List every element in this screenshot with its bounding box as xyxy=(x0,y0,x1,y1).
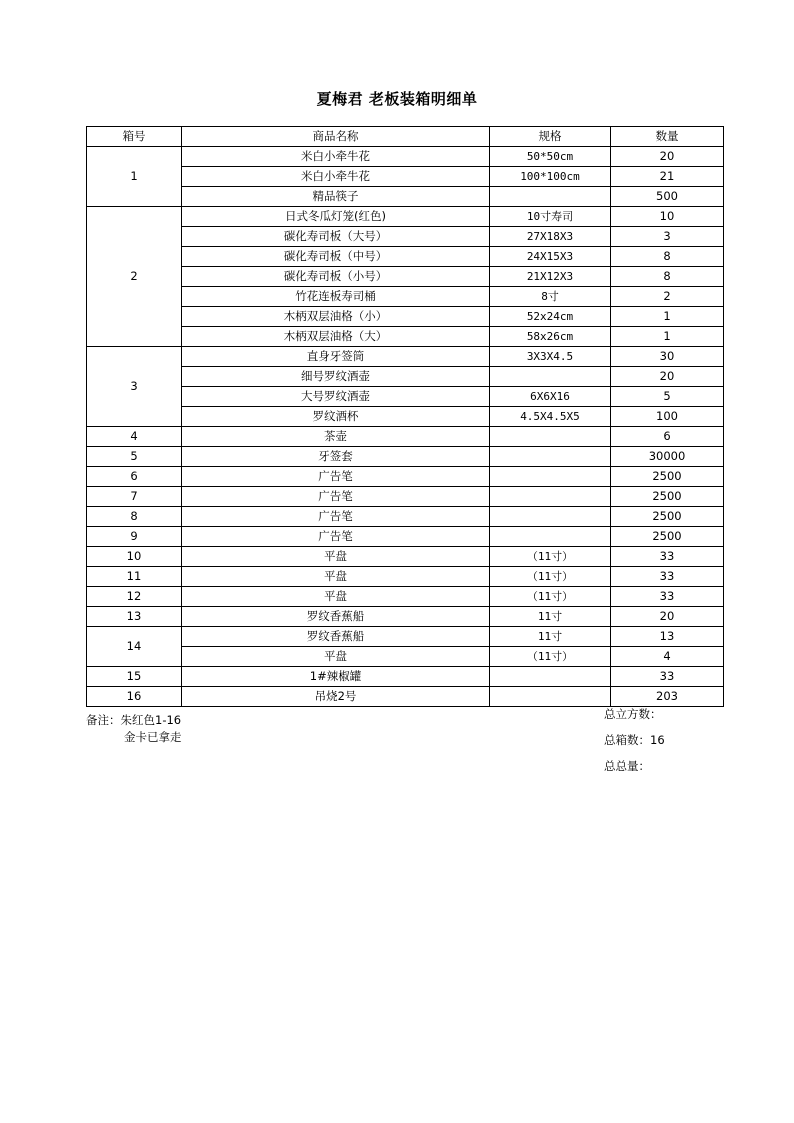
product-name-cell: 牙签套 xyxy=(182,447,490,467)
quantity-cell: 2500 xyxy=(611,507,724,527)
table-row xyxy=(87,347,724,367)
product-name-cell: 米白小牵牛花 xyxy=(182,147,490,167)
quantity-cell: 1 xyxy=(611,307,724,327)
spec-cell: （11寸） xyxy=(490,587,611,607)
spec-cell: 4.5X4.5X5 xyxy=(490,407,611,427)
total-weight: 总总量： xyxy=(604,759,650,773)
product-name-cell: 细号罗纹酒壶 xyxy=(182,367,490,387)
quantity-cell: 30000 xyxy=(611,447,724,467)
product-name-cell: 木柄双层油格（大） xyxy=(182,327,490,347)
quantity-cell: 20 xyxy=(611,147,724,167)
spec-cell xyxy=(490,667,611,687)
packing-list-table xyxy=(86,126,724,707)
quantity-cell: 2500 xyxy=(611,487,724,507)
product-name-cell: 碳化寿司板（中号） xyxy=(182,247,490,267)
quantity-cell: 4 xyxy=(611,647,724,667)
box-number-cell: 3 xyxy=(87,347,182,427)
spec-cell: 100*100cm xyxy=(490,167,611,187)
box-number-cell: 5 xyxy=(87,447,182,467)
spec-cell xyxy=(490,187,611,207)
quantity-cell: 21 xyxy=(611,167,724,187)
box-number-cell: 8 xyxy=(87,507,182,527)
product-name-cell: 1#辣椒罐 xyxy=(182,667,490,687)
spec-cell: 11寸 xyxy=(490,627,611,647)
box-number-cell: 4 xyxy=(87,427,182,447)
remarks-line-1: 备注：朱红色1-16 xyxy=(86,713,182,727)
spec-cell: （11寸） xyxy=(490,567,611,587)
quantity-cell: 203 xyxy=(611,687,724,707)
table-row xyxy=(87,247,724,267)
table-row xyxy=(87,667,724,687)
table-row xyxy=(87,407,724,427)
product-name-cell: 广告笔 xyxy=(182,487,490,507)
table-row xyxy=(87,687,724,707)
total-volume: 总立方数： xyxy=(604,707,662,721)
spec-cell xyxy=(490,427,611,447)
box-number-cell: 16 xyxy=(87,687,182,707)
spec-cell xyxy=(490,447,611,467)
table-row xyxy=(87,287,724,307)
table-row xyxy=(87,447,724,467)
box-number-cell: 9 xyxy=(87,527,182,547)
quantity-cell: 5 xyxy=(611,387,724,407)
spec-cell xyxy=(490,527,611,547)
remarks xyxy=(86,712,182,746)
spec-cell xyxy=(490,507,611,527)
box-number-cell: 13 xyxy=(87,607,182,627)
quantity-cell: 33 xyxy=(611,587,724,607)
quantity-cell: 2500 xyxy=(611,467,724,487)
spec-cell xyxy=(490,467,611,487)
table-row xyxy=(87,147,724,167)
quantity-cell: 2 xyxy=(611,287,724,307)
header-quantity: 数量 xyxy=(611,127,724,147)
product-name-cell: 平盘 xyxy=(182,587,490,607)
table-header-row xyxy=(87,127,724,147)
table-row xyxy=(87,507,724,527)
header-product-name: 商品名称 xyxy=(182,127,490,147)
quantity-cell: 33 xyxy=(611,567,724,587)
remarks-line-2: 金卡已拿走 xyxy=(124,730,182,744)
table-row xyxy=(87,547,724,567)
table-row xyxy=(87,527,724,547)
box-number-cell: 1 xyxy=(87,147,182,207)
spec-cell: 27X18X3 xyxy=(490,227,611,247)
product-name-cell: 平盘 xyxy=(182,567,490,587)
quantity-cell: 3 xyxy=(611,227,724,247)
product-name-cell: 直身牙签筒 xyxy=(182,347,490,367)
table-row xyxy=(87,567,724,587)
spec-cell xyxy=(490,367,611,387)
box-number-cell: 12 xyxy=(87,587,182,607)
product-name-cell: 广告笔 xyxy=(182,527,490,547)
totals-summary xyxy=(604,708,665,786)
product-name-cell: 广告笔 xyxy=(182,507,490,527)
table-row xyxy=(87,207,724,227)
quantity-cell: 8 xyxy=(611,247,724,267)
product-name-cell: 罗纹香蕉船 xyxy=(182,607,490,627)
spec-cell: （11寸） xyxy=(490,547,611,567)
table-row xyxy=(87,367,724,387)
product-name-cell: 日式冬瓜灯笼(红色) xyxy=(182,207,490,227)
spec-cell: 3X3X4.5 xyxy=(490,347,611,367)
spec-cell: 10寸寿司 xyxy=(490,207,611,227)
table-body xyxy=(87,147,724,707)
table-row xyxy=(87,587,724,607)
spec-cell: 8寸 xyxy=(490,287,611,307)
quantity-cell: 20 xyxy=(611,367,724,387)
quantity-cell: 500 xyxy=(611,187,724,207)
total-boxes: 总箱数：16 xyxy=(604,733,665,747)
table-row xyxy=(87,467,724,487)
header-box-number: 箱号 xyxy=(87,127,182,147)
box-number-cell: 15 xyxy=(87,667,182,687)
product-name-cell: 大号罗纹酒壶 xyxy=(182,387,490,407)
quantity-cell: 10 xyxy=(611,207,724,227)
spec-cell: 52x24cm xyxy=(490,307,611,327)
table-row xyxy=(87,267,724,287)
product-name-cell: 广告笔 xyxy=(182,467,490,487)
quantity-cell: 1 xyxy=(611,327,724,347)
table-row xyxy=(87,227,724,247)
quantity-cell: 33 xyxy=(611,667,724,687)
table-row xyxy=(87,327,724,347)
table-row xyxy=(87,307,724,327)
spec-cell xyxy=(490,687,611,707)
spec-cell: 6X6X16 xyxy=(490,387,611,407)
table-row xyxy=(87,427,724,447)
spec-cell xyxy=(490,487,611,507)
product-name-cell: 竹花连板寿司桶 xyxy=(182,287,490,307)
spec-cell: 21X12X3 xyxy=(490,267,611,287)
spec-cell: （11寸） xyxy=(490,647,611,667)
quantity-cell: 33 xyxy=(611,547,724,567)
table-row xyxy=(87,487,724,507)
table-row xyxy=(87,387,724,407)
quantity-cell: 6 xyxy=(611,427,724,447)
quantity-cell: 8 xyxy=(611,267,724,287)
quantity-cell: 20 xyxy=(611,607,724,627)
table-row xyxy=(87,167,724,187)
box-number-cell: 14 xyxy=(87,627,182,667)
product-name-cell: 碳化寿司板（小号） xyxy=(182,267,490,287)
spec-cell: 24X15X3 xyxy=(490,247,611,267)
product-name-cell: 精品筷子 xyxy=(182,187,490,207)
product-name-cell: 平盘 xyxy=(182,647,490,667)
document-title: 夏梅君 老板装箱明细单 xyxy=(316,90,478,108)
quantity-cell: 13 xyxy=(611,627,724,647)
quantity-cell: 100 xyxy=(611,407,724,427)
product-name-cell: 碳化寿司板（大号） xyxy=(182,227,490,247)
product-name-cell: 吊烧2号 xyxy=(182,687,490,707)
product-name-cell: 茶壶 xyxy=(182,427,490,447)
product-name-cell: 米白小牵牛花 xyxy=(182,167,490,187)
box-number-cell: 7 xyxy=(87,487,182,507)
table-row xyxy=(87,187,724,207)
box-number-cell: 11 xyxy=(87,567,182,587)
box-number-cell: 10 xyxy=(87,547,182,567)
quantity-cell: 2500 xyxy=(611,527,724,547)
quantity-cell: 30 xyxy=(611,347,724,367)
box-number-cell: 6 xyxy=(87,467,182,487)
spec-cell: 11寸 xyxy=(490,607,611,627)
table-row xyxy=(87,627,724,647)
table-row xyxy=(87,607,724,627)
spec-cell: 58x26cm xyxy=(490,327,611,347)
spec-cell: 50*50cm xyxy=(490,147,611,167)
product-name-cell: 罗纹香蕉船 xyxy=(182,627,490,647)
product-name-cell: 罗纹酒杯 xyxy=(182,407,490,427)
table-row xyxy=(87,647,724,667)
header-spec: 规格 xyxy=(490,127,611,147)
box-number-cell: 2 xyxy=(87,207,182,347)
product-name-cell: 平盘 xyxy=(182,547,490,567)
product-name-cell: 木柄双层油格（小） xyxy=(182,307,490,327)
